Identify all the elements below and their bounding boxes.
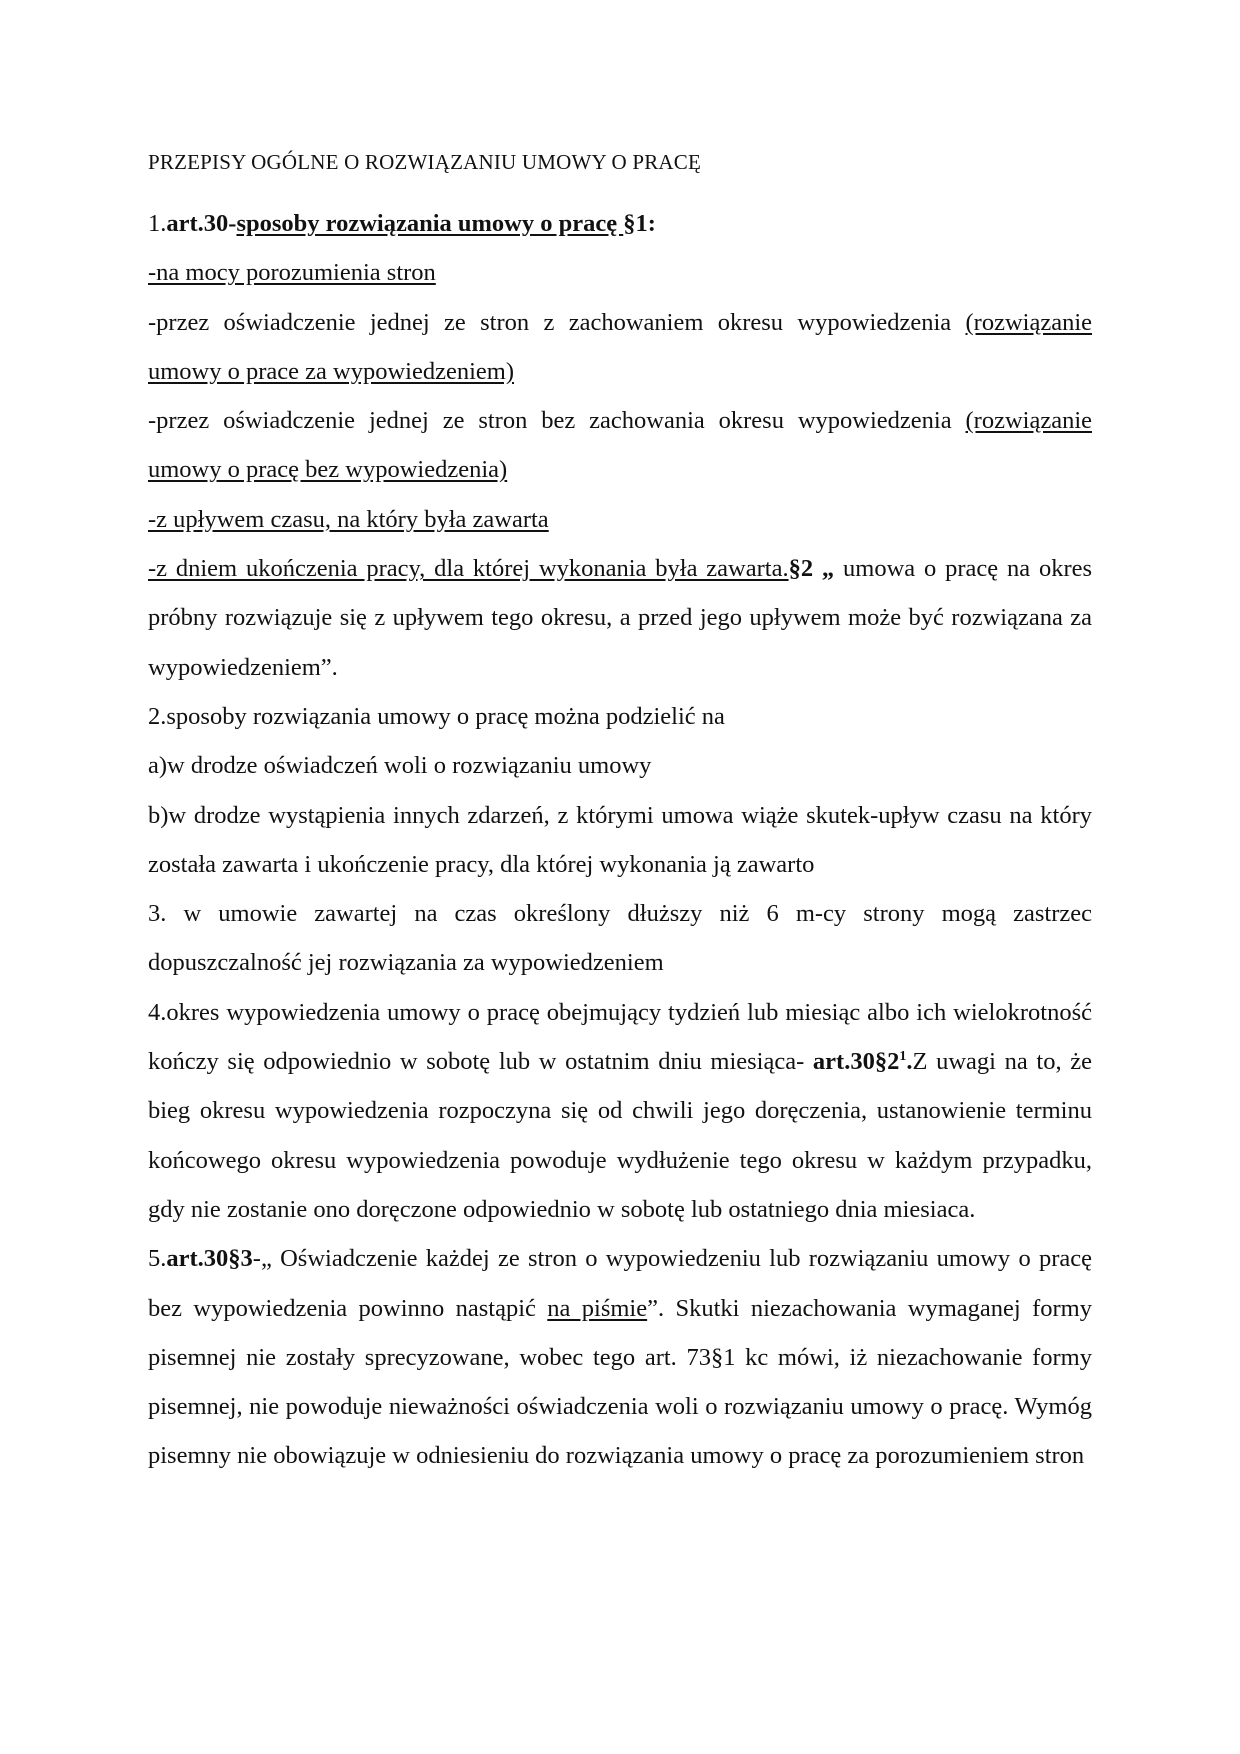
section-1-heading: [148, 199, 1092, 248]
section-5-number: 5.: [148, 1245, 167, 1273]
section-2-item-a: a)w drodze oświadczeń woli o rozwiązaniu umowy: [148, 752, 652, 780]
section-1-item-4: -z upływem czasu, na który była zawarta: [148, 505, 549, 533]
section-2-item-b: b)w drodze wystąpienia innych zdarzeń, z którymi umowa wiąże skutek-upływ czasu na który została zawarta i ukończenie pracy, dla której wykonania ją zawarto: [148, 801, 1092, 878]
section-5-article: art.30§3: [166, 1245, 253, 1273]
section-4: 4.okres wypowiedzenia umowy o pracę obejmujący tydzień lub miesiąc albo ich wielokrotność kończy się odpowiednio w sobotę lub w ostatnim dniu miesiąca- $art.30\S 2^1.Z$ uwagi na to, że bieg okresu wypowiedzenia rozpoczyna się od chwili jego doręczenia, ustanowienie terminu końcowego okresu wypowiedzenia powoduje wydłużenie tego okresu w każdym przypadku, gdy nie zostanie ono doręczone odpowiednio w sobotę lub ostatniego dnia miesiaca.: [148, 998, 1092, 1223]
section-1-number: 1.: [148, 210, 167, 237]
section-1-paragraph: §1:: [623, 210, 656, 237]
document-title: PRZEPISY OGÓLNE O ROZWIĄZANIU UMOWY O PRACĘ: [148, 150, 702, 174]
section-5-emphasis: na piśmie: [547, 1294, 648, 1322]
document-page: [148, 138, 1092, 1481]
section-1-item-2: -przez oświadczenie jednej ze stron z zachowaniem okresu wypowiedzenia (rozwiązanie umowy o prace za wypowiedzeniem): [148, 308, 1093, 385]
section-1-item-3: -przez oświadczenie jednej ze stron bez zachowania okresu wypowiedzenia (rozwiązanie umowy o pracę bez wypowiedzenia): [148, 407, 1093, 484]
section-1-title: sposoby rozwiązania umowy o pracę: [236, 210, 624, 237]
section-1-item-1: -na mocy porozumienia stron: [148, 259, 436, 287]
section-2-lead: 2.sposoby rozwiązania umowy o pracę można podzielić na: [148, 702, 725, 730]
section-4-article: art.30§2: [812, 1048, 900, 1076]
section-5: 5.art.30§3-„ Oświadczenie każdej ze stron o wypowiedzeniu lub rozwiązaniu umowy o pracę bez wypowiedzenia powinno nastąpić na piśmie”. Skutki niezachowania wymaganej formy pisemnej nie zostały sprecyzowane, wobec tego art. 73§1 kc mówi, iż niezachowanie formy pisemnej, nie powoduje nieważności oświadczenia woli o rozwiązaniu umowy o pracę. Wymóg pisemny nie obowiązuje w odniesieniu do rozwiązania umowy o pracę za porozumieniem stron: [148, 1245, 1092, 1470]
section-1-item-5: -z dniem ukończenia pracy, dla której wykonania była zawarta.§2 „ umowa o pracę na okres próbny rozwiązuje się z upływem tego okresu, a przed jego upływem może być rozwiązana za wypowiedzeniem”.: [148, 555, 1093, 681]
section-1-article: art.30-: [166, 210, 237, 237]
section-3: 3. w umowie zawartej na czas określony dłuższy niż 6 m-cy strony mogą zastrzec dopuszczalność jej rozwiązania za wypowiedzeniem: [148, 900, 1092, 977]
section-1-quote: umowa o pracę na okres próbny rozwiązuje się z upływem tego okresu, a przed jego upływem może być rozwiązana za wypowiedzeniem”.: [148, 555, 1093, 681]
section-1-paragraph-2: §2 „: [788, 555, 835, 583]
